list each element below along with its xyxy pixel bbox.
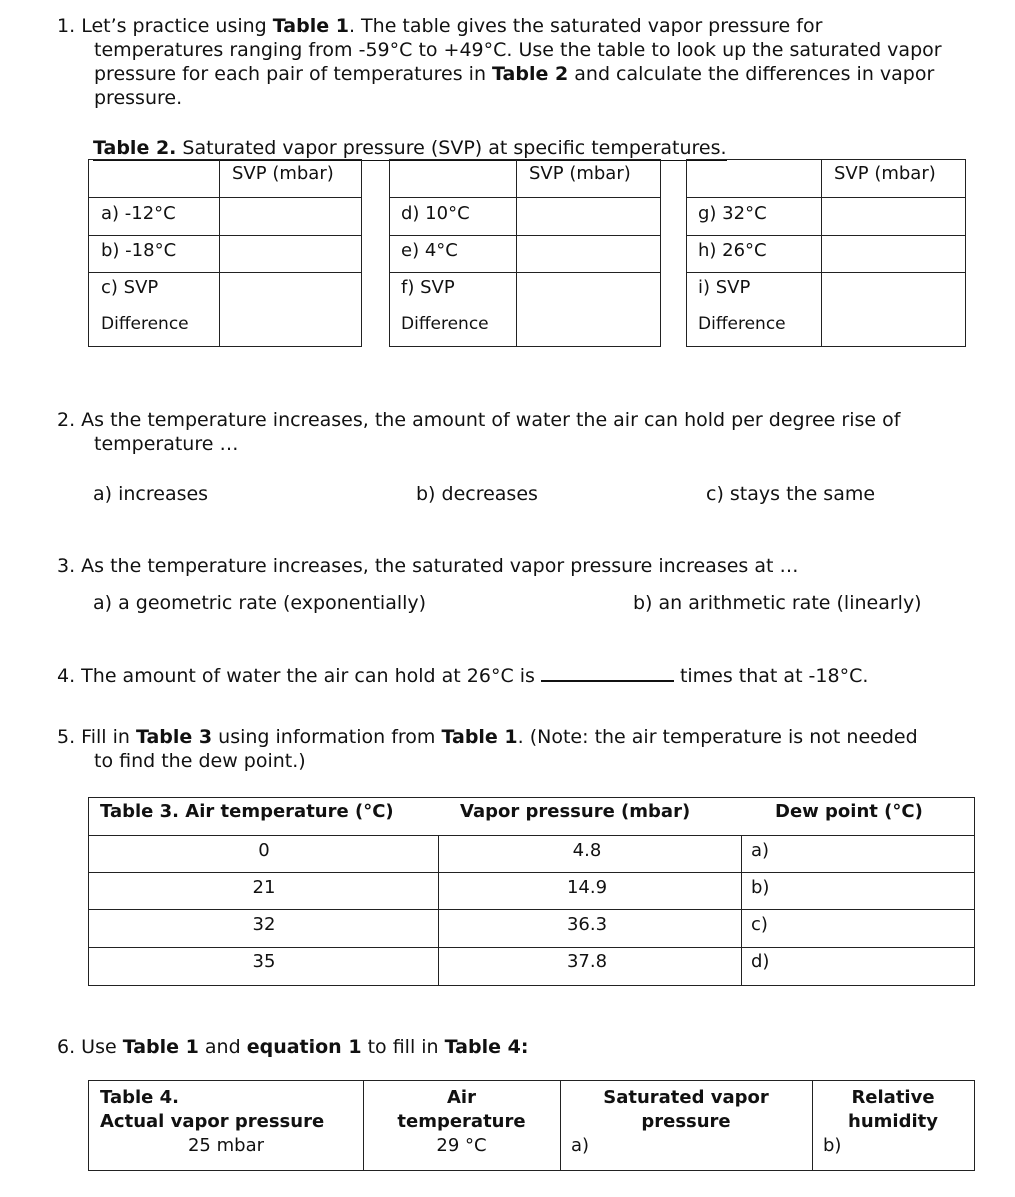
table3-header-air-temp: Table 3. Air temperature (°C) xyxy=(100,801,394,822)
table2-row-label: g) 32°C xyxy=(698,203,767,224)
table3-cell: 37.8 xyxy=(566,951,608,972)
svp-header: SVP (mbar) xyxy=(529,163,631,184)
question-6: 6. Use Table 1 and equation 1 to fill in Table 4: xyxy=(57,1036,529,1058)
table3-cell: 36.3 xyxy=(566,914,608,935)
table3-cell[interactable]: c) xyxy=(751,914,768,935)
table2-group-1 xyxy=(88,159,362,347)
q3-option-a: a) a geometric rate (exponentially) xyxy=(93,592,427,614)
table3-cell: 35 xyxy=(252,951,276,972)
table2-caption: Table 2. Saturated vapor pressure (SVP) at specific temperatures. xyxy=(93,137,727,159)
table4-value-air-temp: 29 °C xyxy=(436,1135,487,1156)
table3-cell: 0 xyxy=(258,840,270,861)
table3-header-vapor-pressure: Vapor pressure (mbar) xyxy=(460,801,691,822)
table2-row-label: a) -12°C xyxy=(101,203,176,224)
table3 xyxy=(88,797,975,986)
table3-cell[interactable]: b) xyxy=(751,877,770,898)
question-4: 4. The amount of water the air can hold at 26°C is times that at -18°C. xyxy=(57,665,869,687)
question-3: 3. As the temperature increases, the saturated vapor pressure increases at … xyxy=(57,555,799,577)
question-1: 1. Let’s practice using Table 1. The table gives the saturated vapor pressure for temperatures ranging from -59°C to +49°C. Use the table to look up the saturated vapor pressure for each pair of temperatures in Table 2 and calculate the differences in vapor pressure. xyxy=(57,15,942,109)
table4-value-actual-vp: 25 mbar xyxy=(187,1135,265,1156)
table2-row-label: Difference xyxy=(698,314,786,334)
table2-row-label: c) SVP xyxy=(101,277,159,298)
question-2: 2. As the temperature increases, the amount of water the air can hold per degree rise of temperature … xyxy=(57,409,901,455)
table2-row-label: e) 4°C xyxy=(401,240,458,261)
q3-option-b: b) an arithmetic rate (linearly) xyxy=(633,592,922,614)
table4 xyxy=(88,1080,975,1171)
table4-header-actual-vp: Table 4. Actual vapor pressure xyxy=(100,1087,325,1132)
table2-row-label: h) 26°C xyxy=(698,240,767,261)
q2-option-a: a) increases xyxy=(93,483,209,505)
table3-cell: 4.8 xyxy=(572,840,602,861)
table3-cell: 21 xyxy=(252,877,276,898)
svp-header: SVP (mbar) xyxy=(834,163,936,184)
table2-row-label: b) -18°C xyxy=(101,240,177,261)
table2-group-2 xyxy=(389,159,661,347)
answer-blank[interactable] xyxy=(541,664,674,682)
table2-row-label: i) SVP xyxy=(698,277,751,298)
table3-header-dew-point: Dew point (°C) xyxy=(775,801,923,822)
table2-group-3 xyxy=(686,159,966,347)
q2-option-c: c) stays the same xyxy=(706,483,876,505)
q2-option-b: b) decreases xyxy=(416,483,538,505)
table3-cell: 14.9 xyxy=(566,877,608,898)
svp-header: SVP (mbar) xyxy=(232,163,334,184)
table2-row-label: Difference xyxy=(101,314,189,334)
table4-value-svp[interactable]: a) xyxy=(571,1135,590,1156)
table2-row-label: Difference xyxy=(401,314,489,334)
table3-cell[interactable]: d) xyxy=(751,951,770,972)
question-5: 5. Fill in Table 3 using information from Table 1. (Note: the air temperature is not needed to find the dew point.) xyxy=(57,726,918,772)
table4-value-rh[interactable]: b) xyxy=(823,1135,842,1156)
table2-row-label: d) 10°C xyxy=(401,203,470,224)
table2-row-label: f) SVP xyxy=(401,277,455,298)
table3-cell: 32 xyxy=(252,914,276,935)
table3-cell[interactable]: a) xyxy=(751,840,770,861)
table4-header-air-temp: Air temperature xyxy=(397,1087,526,1132)
table4-header-svp: Saturated vapor pressure xyxy=(603,1087,769,1132)
table4-header-rh: Relative humidity xyxy=(848,1087,938,1132)
